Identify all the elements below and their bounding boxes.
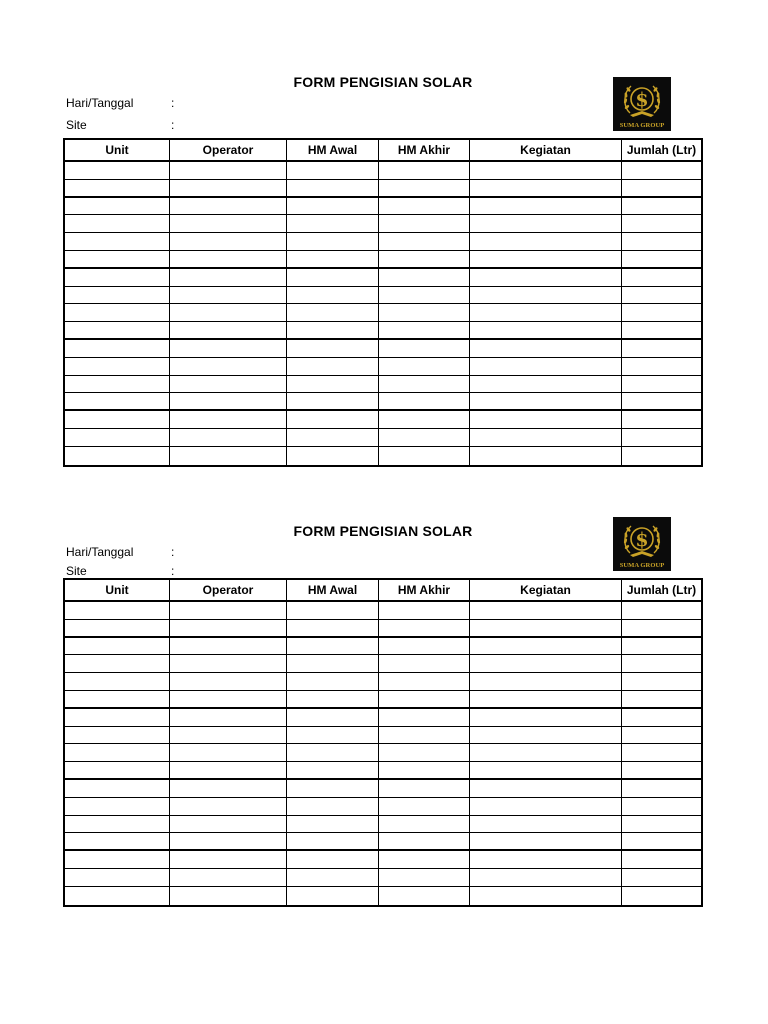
form-title: FORM PENGISIAN SOLAR: [293, 74, 473, 90]
table-cell[interactable]: [622, 709, 701, 726]
table-cell[interactable]: [65, 411, 170, 428]
table-cell[interactable]: [65, 602, 170, 619]
table-cell[interactable]: [622, 358, 701, 375]
table-row: [65, 287, 701, 305]
table-cell[interactable]: [170, 376, 287, 393]
table-cell[interactable]: [287, 198, 379, 215]
table-cell[interactable]: [65, 638, 170, 655]
column-header: Operator: [170, 580, 287, 600]
table-cell[interactable]: [287, 798, 379, 815]
table-cell[interactable]: [287, 411, 379, 428]
table-cell[interactable]: [622, 833, 701, 849]
table-cell[interactable]: [65, 673, 170, 690]
field-label: Hari/Tanggal: [66, 545, 134, 559]
table-cell[interactable]: [622, 638, 701, 655]
table-cell[interactable]: [170, 727, 287, 744]
solar-table: [63, 138, 703, 467]
table-row: [65, 744, 701, 762]
table-cell[interactable]: [170, 215, 287, 232]
table-row: [65, 816, 701, 834]
table-cell[interactable]: [65, 816, 170, 833]
table-cell[interactable]: [170, 673, 287, 690]
table-body: [65, 162, 701, 465]
table-cell[interactable]: [65, 233, 170, 250]
table-cell[interactable]: [622, 655, 701, 672]
table-row: [65, 620, 701, 638]
table-cell[interactable]: [287, 376, 379, 393]
table-cell[interactable]: [470, 655, 622, 672]
table-cell[interactable]: [470, 411, 622, 428]
table-cell[interactable]: [65, 727, 170, 744]
table-cell[interactable]: [287, 833, 379, 849]
table-row: [65, 638, 701, 656]
date-field: [66, 96, 175, 110]
table-cell[interactable]: [170, 180, 287, 196]
table-row: [65, 447, 701, 465]
table-cell[interactable]: [287, 691, 379, 707]
table-cell[interactable]: [470, 869, 622, 886]
table-cell[interactable]: [287, 180, 379, 196]
solar-table: [63, 578, 703, 907]
table-cell[interactable]: [170, 816, 287, 833]
table-cell[interactable]: [470, 233, 622, 250]
table-cell[interactable]: [622, 215, 701, 232]
table-cell[interactable]: [65, 691, 170, 707]
table-cell[interactable]: [622, 269, 701, 286]
table-cell[interactable]: [622, 887, 701, 905]
table-cell[interactable]: [287, 429, 379, 446]
table-row: [65, 322, 701, 340]
table-cell[interactable]: [470, 358, 622, 375]
column-header: Kegiatan: [470, 580, 622, 600]
table-cell[interactable]: [622, 602, 701, 619]
table-cell[interactable]: [170, 744, 287, 761]
company-logo: [613, 517, 671, 571]
table-row: [65, 411, 701, 429]
table-cell[interactable]: [379, 798, 470, 815]
table-cell[interactable]: [470, 162, 622, 179]
table-cell[interactable]: [622, 744, 701, 761]
table-cell[interactable]: [287, 673, 379, 690]
table-cell[interactable]: [470, 287, 622, 304]
table-cell[interactable]: [65, 215, 170, 232]
table-cell[interactable]: [170, 869, 287, 886]
table-cell[interactable]: [470, 447, 622, 465]
table-cell[interactable]: [65, 709, 170, 726]
form-title: FORM PENGISIAN SOLAR: [293, 523, 473, 539]
table-cell[interactable]: [470, 340, 622, 357]
table-cell[interactable]: [65, 869, 170, 886]
table-row: [65, 269, 701, 287]
table-cell[interactable]: [622, 411, 701, 428]
table-row: [65, 798, 701, 816]
table-cell[interactable]: [287, 340, 379, 357]
table-cell[interactable]: [622, 869, 701, 886]
table-cell[interactable]: [470, 269, 622, 286]
table-row: [65, 869, 701, 887]
table-cell[interactable]: [470, 727, 622, 744]
table-cell[interactable]: [470, 673, 622, 690]
table-cell[interactable]: [65, 162, 170, 179]
table-row: [65, 655, 701, 673]
table-cell[interactable]: [622, 447, 701, 465]
table-cell[interactable]: [470, 780, 622, 797]
table-cell[interactable]: [622, 762, 701, 778]
table-cell[interactable]: [170, 602, 287, 619]
table-cell[interactable]: [65, 376, 170, 393]
table-cell[interactable]: [287, 447, 379, 465]
table-cell[interactable]: [470, 215, 622, 232]
company-logo: [613, 77, 671, 131]
table-cell[interactable]: [65, 358, 170, 375]
table-cell[interactable]: [379, 851, 470, 868]
table-cell[interactable]: [379, 233, 470, 250]
table-cell[interactable]: [470, 429, 622, 446]
table-row: [65, 709, 701, 727]
table-cell[interactable]: [379, 180, 470, 196]
field-colon: :: [171, 564, 175, 578]
table-cell[interactable]: [622, 180, 701, 196]
table-cell[interactable]: [287, 602, 379, 619]
table-header: [65, 580, 701, 602]
table-row: [65, 429, 701, 447]
table-cell[interactable]: [287, 851, 379, 868]
table-cell[interactable]: [379, 762, 470, 778]
table-cell[interactable]: [379, 251, 470, 267]
field-label: Site: [66, 564, 87, 578]
column-header: HM Awal: [287, 140, 379, 160]
table-cell[interactable]: [170, 198, 287, 215]
table-cell[interactable]: [65, 269, 170, 286]
table-cell[interactable]: [379, 304, 470, 321]
table-cell[interactable]: [65, 447, 170, 465]
table-cell[interactable]: [470, 709, 622, 726]
table-cell[interactable]: [287, 162, 379, 179]
table-row: [65, 162, 701, 180]
table-cell[interactable]: [287, 322, 379, 338]
table-cell[interactable]: [470, 744, 622, 761]
dollar-laurel-icon: [613, 77, 671, 131]
table-cell[interactable]: [65, 851, 170, 868]
table-cell[interactable]: [379, 393, 470, 409]
table-cell[interactable]: [470, 816, 622, 833]
table-cell[interactable]: [170, 322, 287, 338]
table-cell[interactable]: [65, 429, 170, 446]
table-cell[interactable]: [170, 655, 287, 672]
table-cell[interactable]: [470, 638, 622, 655]
column-header: Unit: [65, 580, 170, 600]
table-cell[interactable]: [470, 304, 622, 321]
table-cell[interactable]: [622, 429, 701, 446]
field-colon: :: [171, 545, 175, 559]
table-cell[interactable]: [622, 198, 701, 215]
table-cell[interactable]: [65, 287, 170, 304]
table-cell[interactable]: [287, 869, 379, 886]
table-cell[interactable]: [170, 833, 287, 849]
table-cell[interactable]: [379, 287, 470, 304]
logo-text: SUMA GROUP: [619, 562, 665, 569]
table-cell[interactable]: [622, 691, 701, 707]
table-cell[interactable]: [622, 233, 701, 250]
column-header: HM Awal: [287, 580, 379, 600]
table-cell[interactable]: [170, 393, 287, 409]
table-cell[interactable]: [65, 762, 170, 778]
table-cell[interactable]: [287, 393, 379, 409]
table-cell[interactable]: [287, 709, 379, 726]
table-cell[interactable]: [379, 673, 470, 690]
svg-text:$: $: [635, 529, 649, 551]
field-colon: :: [171, 118, 175, 132]
table-cell[interactable]: [622, 304, 701, 321]
table-cell[interactable]: [379, 620, 470, 636]
table-cell[interactable]: [379, 340, 470, 357]
table-cell[interactable]: [379, 869, 470, 886]
table-cell[interactable]: [65, 620, 170, 636]
table-cell[interactable]: [287, 287, 379, 304]
table-row: [65, 233, 701, 251]
table-cell[interactable]: [622, 727, 701, 744]
table-cell[interactable]: [622, 340, 701, 357]
table-cell[interactable]: [379, 447, 470, 465]
site-field: [66, 118, 175, 132]
column-header: Operator: [170, 140, 287, 160]
table-cell[interactable]: [470, 887, 622, 905]
table-cell[interactable]: [622, 162, 701, 179]
table-cell[interactable]: [470, 762, 622, 778]
table-cell[interactable]: [287, 233, 379, 250]
table-cell[interactable]: [65, 304, 170, 321]
table-cell[interactable]: [622, 287, 701, 304]
table-cell[interactable]: [379, 655, 470, 672]
table-cell[interactable]: [170, 162, 287, 179]
table-cell[interactable]: [65, 833, 170, 849]
table-cell[interactable]: [170, 709, 287, 726]
table-cell[interactable]: [379, 358, 470, 375]
logo-text: SUMA GROUP: [619, 122, 665, 129]
table-cell[interactable]: [379, 780, 470, 797]
table-cell[interactable]: [65, 780, 170, 797]
table-cell[interactable]: [622, 798, 701, 815]
table-cell[interactable]: [170, 411, 287, 428]
table-cell[interactable]: [470, 322, 622, 338]
table-cell[interactable]: [379, 429, 470, 446]
column-header: Jumlah (Ltr): [626, 583, 697, 597]
table-cell[interactable]: [170, 798, 287, 815]
field-label: Site: [66, 118, 87, 132]
table-cell[interactable]: [170, 887, 287, 905]
table-cell[interactable]: [287, 358, 379, 375]
table-cell[interactable]: [470, 833, 622, 849]
table-cell[interactable]: [287, 269, 379, 286]
table-cell[interactable]: [170, 233, 287, 250]
table-cell[interactable]: [170, 358, 287, 375]
date-field: [66, 545, 175, 559]
table-cell[interactable]: [379, 162, 470, 179]
table-cell[interactable]: [170, 269, 287, 286]
field-label: Hari/Tanggal: [66, 96, 134, 110]
table-cell[interactable]: [379, 887, 470, 905]
table-cell[interactable]: [287, 620, 379, 636]
table-cell[interactable]: [379, 411, 470, 428]
table-cell[interactable]: [287, 780, 379, 797]
column-header: HM Akhir: [379, 580, 470, 600]
table-cell[interactable]: [170, 691, 287, 707]
table-cell[interactable]: [170, 287, 287, 304]
table-row: [65, 304, 701, 322]
site-field: [66, 564, 175, 578]
table-cell[interactable]: [170, 762, 287, 778]
table-cell[interactable]: [170, 780, 287, 797]
table-row: [65, 833, 701, 851]
table-row: [65, 376, 701, 394]
table-cell[interactable]: [379, 215, 470, 232]
table-cell[interactable]: [287, 655, 379, 672]
table-cell[interactable]: [379, 691, 470, 707]
table-cell[interactable]: [470, 376, 622, 393]
table-cell[interactable]: [470, 691, 622, 707]
table-row: [65, 358, 701, 376]
table-cell[interactable]: [65, 887, 170, 905]
table-cell[interactable]: [379, 602, 470, 619]
table-cell[interactable]: [622, 816, 701, 833]
table-row: [65, 198, 701, 216]
table-row: [65, 673, 701, 691]
table-row: [65, 340, 701, 358]
table-cell[interactable]: [170, 620, 287, 636]
table-cell[interactable]: [379, 376, 470, 393]
table-cell[interactable]: [170, 638, 287, 655]
table-cell[interactable]: [287, 215, 379, 232]
table-cell[interactable]: [379, 198, 470, 215]
table-cell[interactable]: [287, 304, 379, 321]
column-header: Kegiatan: [470, 140, 622, 160]
table-cell[interactable]: [470, 602, 622, 619]
table-cell[interactable]: [622, 251, 701, 267]
table-cell[interactable]: [470, 798, 622, 815]
table-row: [65, 393, 701, 411]
table-cell[interactable]: [287, 727, 379, 744]
table-cell[interactable]: [379, 709, 470, 726]
table-cell[interactable]: [65, 744, 170, 761]
table-row: [65, 727, 701, 745]
table-row: [65, 602, 701, 620]
table-cell[interactable]: [622, 620, 701, 636]
table-body: [65, 602, 701, 905]
table-cell[interactable]: [65, 180, 170, 196]
column-header: HM Akhir: [379, 140, 470, 160]
table-cell[interactable]: [287, 887, 379, 905]
table-cell[interactable]: [622, 322, 701, 338]
table-cell[interactable]: [170, 251, 287, 267]
table-cell[interactable]: [470, 198, 622, 215]
table-cell[interactable]: [287, 251, 379, 267]
table-cell[interactable]: [622, 393, 701, 409]
table-cell[interactable]: [622, 851, 701, 868]
table-row: [65, 851, 701, 869]
table-row: [65, 251, 701, 269]
table-cell[interactable]: [170, 304, 287, 321]
table-cell[interactable]: [287, 638, 379, 655]
table-cell[interactable]: [379, 727, 470, 744]
table-cell[interactable]: [379, 322, 470, 338]
table-cell[interactable]: [170, 851, 287, 868]
table-cell[interactable]: [470, 251, 622, 267]
table-cell[interactable]: [170, 429, 287, 446]
table-cell[interactable]: [470, 851, 622, 868]
table-cell[interactable]: [287, 816, 379, 833]
table-cell[interactable]: [65, 251, 170, 267]
table-cell[interactable]: [379, 816, 470, 833]
table-cell[interactable]: [379, 833, 470, 849]
table-row: [65, 215, 701, 233]
table-cell[interactable]: [379, 269, 470, 286]
table-row: [65, 180, 701, 198]
table-cell[interactable]: [170, 340, 287, 357]
table-row: [65, 762, 701, 780]
table-cell[interactable]: [65, 393, 170, 409]
table-cell[interactable]: [470, 180, 622, 196]
table-cell[interactable]: [379, 744, 470, 761]
table-cell[interactable]: [170, 447, 287, 465]
table-cell[interactable]: [622, 780, 701, 797]
table-cell[interactable]: [65, 340, 170, 357]
table-cell[interactable]: [470, 620, 622, 636]
table-row: [65, 691, 701, 709]
table-cell[interactable]: [470, 393, 622, 409]
table-cell[interactable]: [379, 638, 470, 655]
table-row: [65, 780, 701, 798]
column-header: Jumlah (Ltr): [626, 143, 697, 157]
table-cell[interactable]: [622, 376, 701, 393]
table-cell[interactable]: [622, 673, 701, 690]
table-cell[interactable]: [65, 655, 170, 672]
table-row: [65, 887, 701, 905]
table-cell[interactable]: [65, 798, 170, 815]
table-cell[interactable]: [65, 322, 170, 338]
field-colon: :: [171, 96, 175, 110]
column-header: Unit: [65, 140, 170, 160]
table-cell[interactable]: [65, 198, 170, 215]
dollar-laurel-icon: [613, 517, 671, 571]
table-header: [65, 140, 701, 162]
table-cell[interactable]: [287, 744, 379, 761]
table-cell[interactable]: [287, 762, 379, 778]
svg-text:$: $: [635, 89, 649, 111]
